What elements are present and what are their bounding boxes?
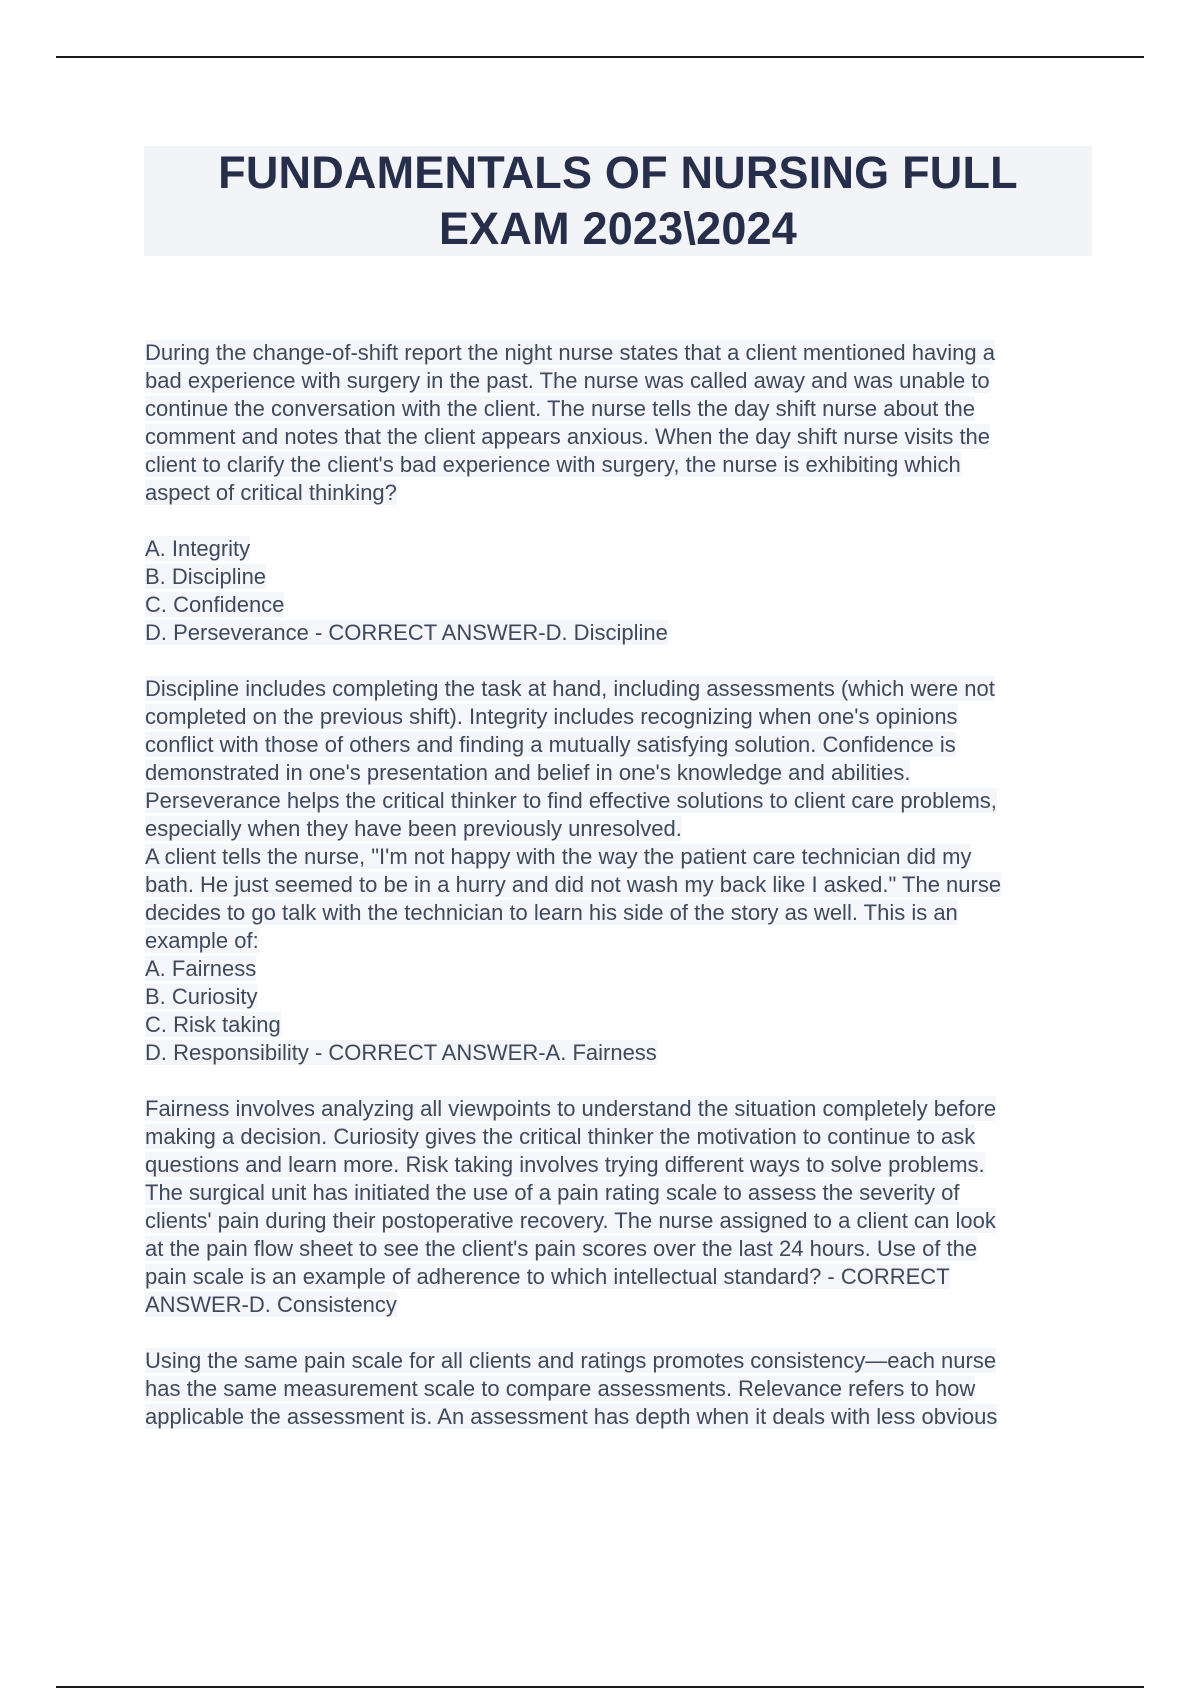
- text-line: has the same measurement scale to compare assessments. Relevance refers to how: [145, 1376, 976, 1401]
- paragraph-gap: [145, 1067, 1105, 1095]
- document-body: [145, 339, 1105, 1431]
- text-line: Using the same pain scale for all clients and ratings promotes consistency—each nurse: [145, 1348, 997, 1373]
- paragraph-gap: [145, 647, 1105, 675]
- question-2-stem: [145, 843, 1105, 955]
- text-line: clients' pain during their postoperative recovery. The nurse assigned to a client can look: [145, 1208, 996, 1233]
- question-2-options: [145, 955, 1105, 1067]
- option-d-with-answer: D. Responsibility - CORRECT ANSWER-A. Fairness: [145, 1040, 657, 1065]
- text-line: continue the conversation with the client. The nurse tells the day shift nurse about the: [145, 396, 975, 421]
- question-3-rationale: [145, 1347, 1105, 1431]
- text-line: Perseverance helps the critical thinker to find effective solutions to client care problems,: [145, 788, 997, 813]
- option-b: B. Curiosity: [145, 984, 258, 1009]
- text-line: pain scale is an example of adherence to which intellectual standard? - CORRECT: [145, 1264, 950, 1289]
- option-a: A. Integrity: [145, 536, 251, 561]
- text-line: aspect of critical thinking?: [145, 480, 397, 505]
- text-line: Discipline includes completing the task at hand, including assessments (which were not: [145, 676, 995, 701]
- bottom-rule: [56, 1686, 1144, 1688]
- text-line: The surgical unit has initiated the use of a pain rating scale to assess the severity of: [145, 1180, 960, 1205]
- title-line-2: EXAM 2023\2024: [438, 203, 798, 254]
- option-c: C. Confidence: [145, 592, 285, 617]
- text-line: completed on the previous shift). Integrity includes recognizing when one's opinions: [145, 704, 958, 729]
- text-line: bath. He just seemed to be in a hurry and did not wash my back like I asked." The nurse: [145, 872, 1002, 897]
- text-line: decides to go talk with the technician to learn his side of the story as well. This is an: [145, 900, 958, 925]
- text-line: applicable the assessment is. An assessment has depth when it deals with less obvious: [145, 1404, 998, 1429]
- question-1-options: [145, 535, 1105, 647]
- title-line-1: FUNDAMENTALS OF NURSING FULL: [218, 147, 1018, 198]
- text-line: A client tells the nurse, "I'm not happy with the way the patient care technician did my: [145, 844, 972, 869]
- text-line: demonstrated in one's presentation and belief in one's knowledge and abilities.: [145, 760, 911, 785]
- paragraph-gap: [145, 507, 1105, 535]
- text-line: example of:: [145, 928, 259, 953]
- text-line-with-answer: ANSWER-D. Consistency: [145, 1292, 397, 1317]
- option-c: C. Risk taking: [145, 1012, 281, 1037]
- top-rule: [56, 56, 1144, 58]
- text-line: client to clarify the client's bad experience with surgery, the nurse is exhibiting which: [145, 452, 961, 477]
- text-line: at the pain flow sheet to see the client's pain scores over the last 24 hours. Use of the: [145, 1236, 978, 1261]
- text-line: making a decision. Curiosity gives the critical thinker the motivation to continue to ask: [145, 1124, 976, 1149]
- text-line: especially when they have been previously unresolved.: [145, 816, 682, 841]
- paragraph-gap: [145, 1319, 1105, 1347]
- text-line: During the change-of-shift report the night nurse states that a client mentioned having a: [145, 340, 995, 365]
- text-line: Fairness involves analyzing all viewpoints to understand the situation completely before: [145, 1096, 997, 1121]
- text-line: bad experience with surgery in the past. The nurse was called away and was unable to: [145, 368, 990, 393]
- question-2-rationale: [145, 1095, 1105, 1179]
- option-a: A. Fairness: [145, 956, 257, 981]
- document-title: [144, 146, 1092, 256]
- option-b: B. Discipline: [145, 564, 267, 589]
- question-1-rationale: [145, 675, 1105, 843]
- text-line: questions and learn more. Risk taking involves trying different ways to solve problems.: [145, 1152, 985, 1177]
- option-d-with-answer: D. Perseverance - CORRECT ANSWER-D. Discipline: [145, 620, 668, 645]
- question-1-stem: [145, 339, 1105, 507]
- text-line: comment and notes that the client appears anxious. When the day shift nurse visits the: [145, 424, 991, 449]
- question-3-stem: [145, 1179, 1105, 1319]
- text-line: conflict with those of others and finding a mutually satisfying solution. Confidence is: [145, 732, 956, 757]
